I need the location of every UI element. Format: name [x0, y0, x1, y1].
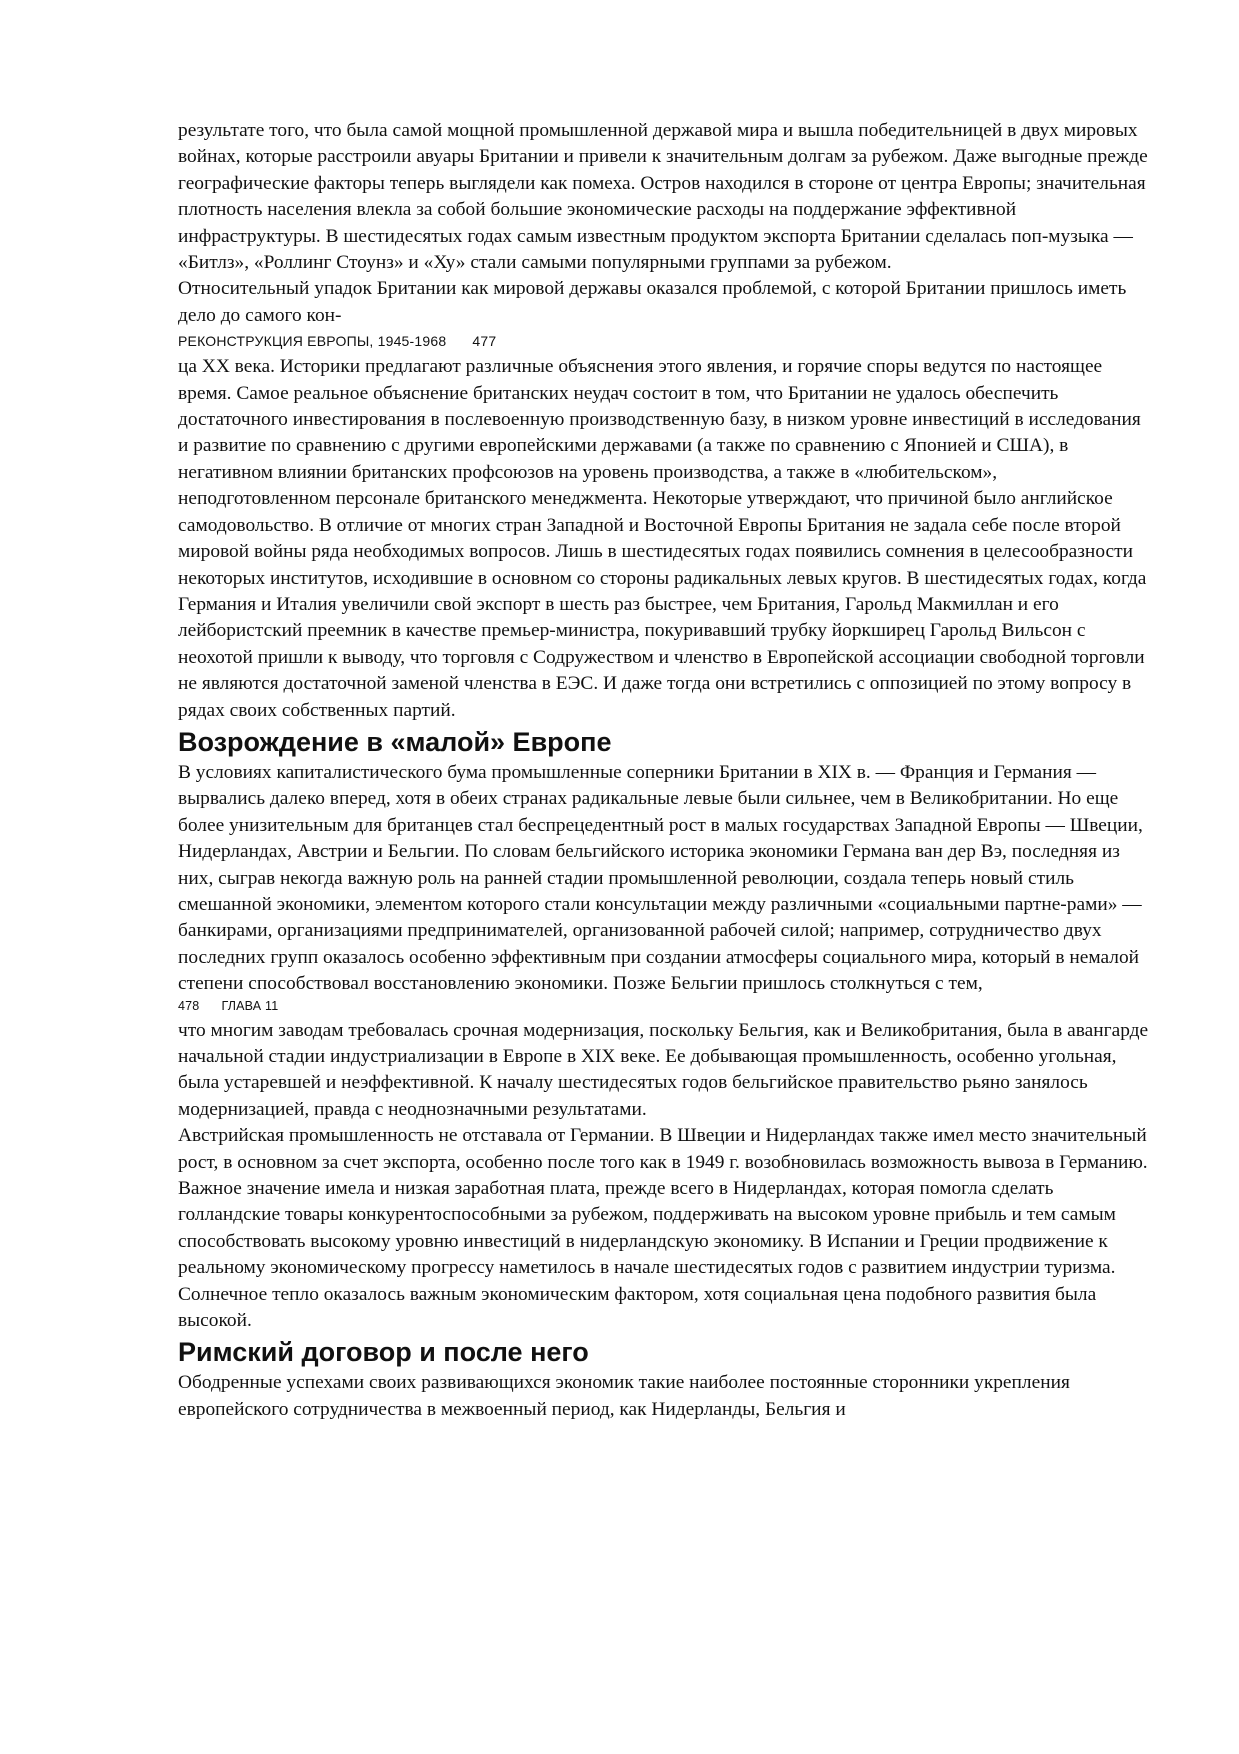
- running-header-title: ГЛАВА 11: [221, 998, 279, 1013]
- paragraph-britain-decline-causes: результате того, что была самой мощной промышленной державой мира и вышла победительницей в двух мировых войнах, которые расстроили авуары Британии и привели к значительным долгам за рубежом. Даже выгодные прежде географические факторы теперь выглядели как помеха. Остров находился в стороне от центра Европы; значительная плотность населения влекла за собой большие экономические расходы на поддержание эффективной инфраструктуры. В шестидесятых годах самым известным продуктом экспорта Британии сделалась поп-музыка — «Битлз», «Роллинг Стоунз» и «Ху» стали самыми популярными группами за рубежом.: [178, 120, 1148, 274]
- running-header: [178, 998, 1153, 1014]
- paragraph-belgium-modernization: что многим заводам требовалась срочная модернизация, поскольку Бельгия, как и Великобритания, была в авангарде начальной стадии индустриализации в Европе в XIX веке. Ее добывающая промышленность, особенно угольная, была устаревшей и неэффективной. К началу шестидесятых годов бельгийское правительство рьяно занялось модернизацией, правда с неоднозначными результатами.: [178, 1019, 1149, 1120]
- section-heading-small-europe: Возрождение в «малой» Европе: [178, 726, 612, 757]
- paragraph-capitalist-boom: В условиях капиталистического бума промышленные соперники Британии в XIX в. — Франция и Германия — вырвались далеко вперед, хотя в обеих странах радикальные левые были сильнее, чем в Великобритании. Но еще более унизительным для британцев стал беспрецедентный рост в малых государствах Западной Европы — Швеции, Нидерландах, Австрии и Бельгии. По словам бельгийского историка экономики Германа ван дер Вэ, последняя из них, сыграв некогда важную роль на ранней стадии промышленной революции, создала теперь новый стиль смешанной экономики, элементом которого стали консультации между различными «социальными партне-рами» — банкирами, организациями предпринимателей, организованной рабочей силой; например, сотрудничество двух последних групп оказалось особенно эффективным при создании атмосферы социального мира, который в немалой степени способствовал восстановлению экономики. Позже Бельгии пришлось столкнуться с тем,: [178, 761, 1143, 995]
- section-heading-treaty-of-rome: Римский договор и после него: [178, 1337, 589, 1368]
- paragraph-european-cooperation: Ободренные успехами своих развивающихся экономик такие наиболее постоянные сторонники укрепления европейского сотрудничества в межвоенный период, как Нидерланды, Бельгия и: [178, 1372, 1070, 1420]
- running-header-title: РЕКОНСТРУКЦИЯ ЕВРОПЫ, 1945-1968: [178, 333, 447, 350]
- paragraph-historians-explanations: ца XX века. Историки предлагают различные объяснения этого явления, и горячие споры ведутся по настоящее время. Самое реальное объяснение британских неудач состоит в том, что Британии не удалось обеспечить достаточного инвестирования в послевоенную производственную базу, в низком уровне инвестиций в исследования и развитие по сравнению с другими европейскими державами (а также по сравнению с Японией и США), в негативном влиянии британских профсоюзов на уровень производства, а также в «любительском», неподготовленном персонале британского менеджмента. Некоторые утверждают, что причиной было английское самодовольство. В отличие от многих стран Западной и Восточной Европы Британия не задала себе после второй мировой войны ряда необходимых вопросов. Лишь в шестидесятых годах появились сомнения в целесообразности некоторых институтов, исходившие в основном со стороны радикальных левых кругов. В шестидесятых годах, когда Германия и Италия увеличили свой экспорт в шесть раз быстрее, чем Британия, Гарольд Макмиллан и его лейбористский преемник в качестве премьер-министра, покуривавший трубку йоркширец Гарольд Вильсон с неохотой пришли к выводу, что торговля с Содружеством и членство в Европейской ассоциации свободной торговли не являются достаточной заменой членства в ЕЭС. И даже тогда они встретились с оппозицией по этому вопросу в рядах своих собственных партий.: [178, 356, 1147, 721]
- document-page: [178, 118, 1153, 1423]
- paragraph-austria-sweden-netherlands: Австрийская промышленность не отставала от Германии. В Швеции и Нидерландах также имел место значительный рост, в основном за счет экспорта, особенно после того как в 1949 г. возобновилась возможность вывоза в Германию. Важное значение имела и низкая заработная плата, прежде всего в Нидерландах, которая помогла сделать голландские товары конкурентоспособными за рубежом, поддерживать на высоком уровне прибыль и тем самым способствовать высокому уровню инвестиций в нидерландскую экономику. В Испании и Греции продвижение к реальному экономическому прогрессу наметилось в начале шестидесятых годов с развитием индустрии туризма. Солнечное тепло оказалось важным экономическим фактором, хотя социальная цена подобного развития была высокой.: [178, 1125, 1148, 1332]
- running-header: [178, 332, 1153, 350]
- page-number: 478: [178, 998, 200, 1013]
- paragraph-britain-relative-decline: Относительный упадок Британии как мировой державы оказался проблемой, с которой Британии пришлось иметь дело до самого кон-: [178, 278, 1127, 326]
- page-number: 477: [472, 333, 497, 350]
